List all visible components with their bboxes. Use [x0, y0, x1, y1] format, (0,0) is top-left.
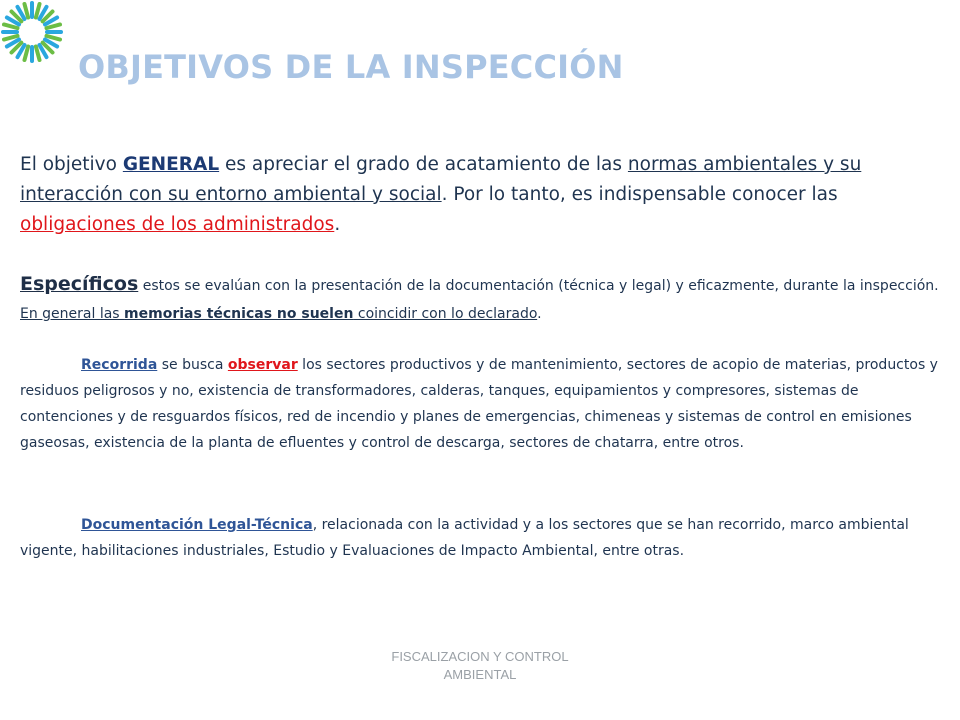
general-text-2: es apreciar el grado de acatamiento de las — [219, 154, 628, 175]
logo-ray — [4, 36, 18, 40]
documentacion-text-1: , relacionada con la actividad y a los sectores que se han recorrido, marco ambiental vigente, habilitaciones industriales, Estudio y Evaluaciones de Impacto Ambiental, entre otras. — [20, 517, 909, 559]
recorrida-paragraph — [20, 352, 940, 456]
general-text-4: . — [334, 214, 341, 235]
logo-ray — [4, 24, 18, 28]
logo-ray — [36, 4, 40, 18]
especificos-text-2: . — [537, 306, 542, 322]
general-keyword: GENERAL — [122, 154, 220, 175]
footer-line-2: AMBIENTAL — [443, 667, 517, 682]
documentacion-paragraph — [20, 512, 940, 564]
especificos-underlined-1: En general las — [20, 306, 125, 322]
footer-line-1: FISCALIZACION Y CONTROL — [391, 649, 569, 664]
logo-ray — [46, 36, 60, 40]
logo-ray — [24, 46, 28, 60]
especificos-text-1: estos se evalúan con la presentación de la documentación (técnica y legal) y eficazmente, durante la inspección. — [138, 278, 939, 294]
sunburst-logo-icon — [0, 0, 64, 64]
page-title: OBJETIVOS DE LA INSPECCIÓN — [78, 48, 624, 86]
recorrida-text-1: se busca — [157, 357, 228, 373]
general-text-3: . Por lo tanto, es indispensable conocer las — [441, 184, 838, 205]
logo-ray — [24, 4, 28, 18]
documentacion-heading: Documentación Legal-Técnica — [81, 517, 313, 533]
general-objective-paragraph — [20, 150, 940, 240]
observar-keyword: observar — [227, 357, 298, 373]
especificos-underlined-2: coincidir con lo declarado — [353, 306, 538, 322]
obligaciones-link: obligaciones de los administrados — [20, 214, 335, 235]
especificos-paragraph — [20, 270, 940, 328]
logo-ray — [46, 24, 60, 28]
recorrida-text-2: los sectores productivos y de mantenimiento, sectores de acopio de materias, productos y residuos peligrosos y no, existencia de transformadores, calderas, tanques, equipamientos y compresores, sistemas de contenciones y de resguardos físicos, red de incendio y planes de emergencias, chimeneas y sistemas de control en emisiones gaseosas, existencia de la planta de efluentes y control de descarga, sectores de chatarra, entre otros. — [20, 357, 938, 451]
normas-ambientales-link: normas ambientales y su interacción con su entorno ambiental y social — [20, 154, 862, 205]
especificos-heading: Específicos — [20, 273, 139, 295]
footer — [330, 648, 630, 684]
recorrida-heading: Recorrida — [81, 357, 158, 373]
logo-ray — [36, 46, 40, 60]
memorias-tecnicas-text: memorias técnicas no suelen — [124, 306, 354, 322]
general-text-1: El objetivo — [20, 154, 123, 175]
